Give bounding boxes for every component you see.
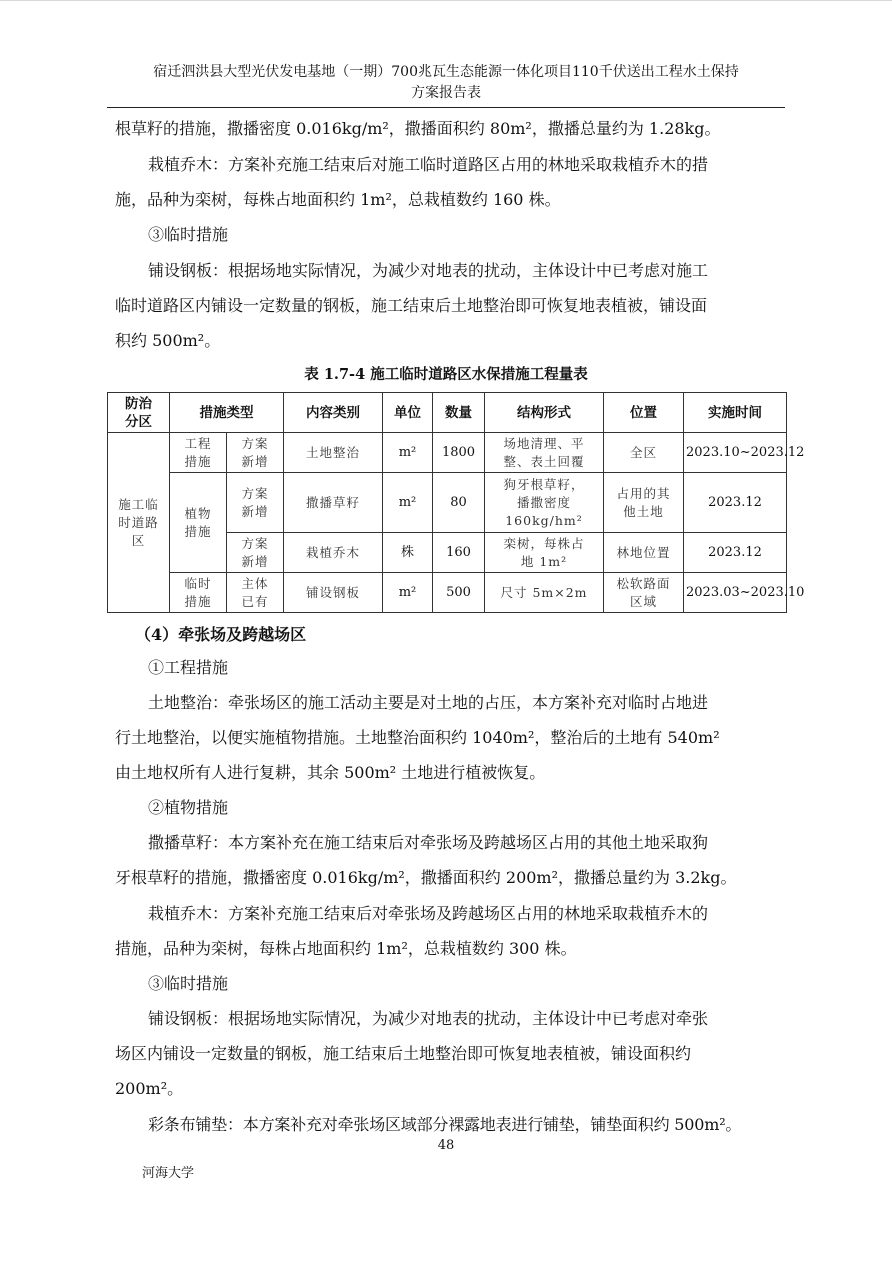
paragraph-text: 行土地整治，以便实施植物措施。土地整治面积约 1040m²，整治后的土地有 540m² bbox=[115, 728, 720, 747]
source-cell: 方案 新增 bbox=[227, 473, 284, 533]
paragraph-text: 土地整治：牵张场区的施工活动主要是对土地的占压，本方案补充对临时占地进 bbox=[148, 693, 709, 712]
content-cell: 土地整治 bbox=[284, 433, 383, 473]
time-cell: 2023.12 bbox=[684, 473, 787, 533]
unit-cell: m² bbox=[383, 573, 433, 613]
structure-cell: 狗牙根草籽， 播撒密度 160kg/hm² bbox=[485, 473, 604, 533]
unit-cell: m² bbox=[383, 473, 433, 533]
paragraph-text: 积约 500m²。 bbox=[115, 331, 221, 350]
quantity-cell: 80 bbox=[433, 473, 485, 533]
location-cell: 林地位置 bbox=[604, 533, 684, 573]
measure-type-cell: 临时 措施 bbox=[170, 573, 227, 613]
paragraph-text: 临时道路区内铺设一定数量的钢板，施工结束后土地整治即可恢复地表植被，铺设面 bbox=[115, 296, 708, 315]
source-cell: 主体 已有 bbox=[227, 573, 284, 613]
paragraph-text: 铺设钢板：根据场地实际情况，为减少对地表的扰动，主体设计中已考虑对施工 bbox=[148, 261, 709, 280]
paragraph-text: 根草籽的措施，撒播密度 0.016kg/m²，撒播面积约 80m²，撒播总量约为 1.28kg。 bbox=[115, 119, 721, 138]
source-cell: 方案 新增 bbox=[227, 533, 284, 573]
time-cell: 2023.03~2023.10 bbox=[684, 573, 787, 613]
paragraph-text: 彩条布铺垫：本方案补充对牵张场区域部分裸露地表进行铺垫，铺垫面积约 500m²。 bbox=[148, 1115, 742, 1134]
page-number: 48 bbox=[437, 1138, 455, 1153]
quantity-cell: 500 bbox=[433, 573, 485, 613]
header-cell: 结构形式 bbox=[485, 393, 604, 433]
quantity-cell: 160 bbox=[433, 533, 485, 573]
subheading-temporary-measures: ③临时措施 bbox=[148, 974, 229, 993]
paragraph-text: 措施，品种为栾树，每株占地面积约 1m²，总栽植数约 300 株。 bbox=[115, 939, 577, 958]
time-cell: 2023.10~2023.12 bbox=[684, 433, 787, 473]
header-cell: 内容类别 bbox=[284, 393, 383, 433]
measures-table bbox=[107, 392, 805, 613]
unit-cell: m² bbox=[383, 433, 433, 473]
header-cell: 数量 bbox=[433, 393, 485, 433]
table-row bbox=[108, 473, 787, 533]
header-cell: 单位 bbox=[383, 393, 433, 433]
subheading-temporary-measures: ③临时措施 bbox=[148, 225, 229, 244]
paragraph-text: 撒播草籽：本方案补充在施工结束后对牵张场及跨越场区占用的其他土地采取狗 bbox=[148, 833, 709, 852]
header-title-line2: 方案报告表 bbox=[411, 85, 481, 101]
structure-cell: 场地清理、平 整、表土回覆 bbox=[485, 433, 604, 473]
time-cell: 2023.12 bbox=[684, 533, 787, 573]
paragraph-text: 栽植乔木：方案补充施工结束后对施工临时道路区占用的林地采取栽植乔木的措 bbox=[148, 155, 709, 174]
measure-type-cell: 工程 措施 bbox=[170, 433, 227, 473]
unit-cell: 株 bbox=[383, 533, 433, 573]
paragraph-text: 由土地权所有人进行复耕，其余 500m² 土地进行植被恢复。 bbox=[115, 763, 546, 782]
section-heading: （4）牵张场及跨越场区 bbox=[135, 625, 307, 644]
footer-institution: 河海大学 bbox=[142, 1166, 195, 1181]
header-cell: 位置 bbox=[604, 393, 684, 433]
paragraph-text: 栽植乔木：方案补充施工结束后对牵张场及跨越场区占用的林地采取栽植乔木的 bbox=[148, 904, 709, 923]
measure-type-cell: 植物 措施 bbox=[170, 473, 227, 573]
page-top-border bbox=[0, 0, 892, 1]
header-title-line1: 宿迁泗洪县大型光伏发电基地（一期）700兆瓦生态能源一体化项目110千伏送出工程水土保持 bbox=[153, 64, 739, 80]
header-cell: 措施类型 bbox=[170, 393, 284, 433]
content-cell: 栽植乔木 bbox=[284, 533, 383, 573]
paragraph-text: 200m²。 bbox=[115, 1079, 184, 1098]
source-cell: 方案 新增 bbox=[227, 433, 284, 473]
quantity-cell: 1800 bbox=[433, 433, 485, 473]
header-cell: 实施时间 bbox=[684, 393, 787, 433]
content-cell: 铺设钢板 bbox=[284, 573, 383, 613]
structure-cell: 栾树，每株占 地 1m² bbox=[485, 533, 604, 573]
location-cell: 松软路面 区域 bbox=[604, 573, 684, 613]
header-cell: 防治 分区 bbox=[108, 393, 170, 433]
structure-cell: 尺寸 5m×2m bbox=[485, 573, 604, 613]
location-cell: 全区 bbox=[604, 433, 684, 473]
subheading-plant-measures: ②植物措施 bbox=[148, 798, 229, 817]
zone-cell: 施工临 时道路 区 bbox=[108, 433, 170, 613]
paragraph-text: 场区内铺设一定数量的钢板，施工结束后土地整治即可恢复地表植被，铺设面积约 bbox=[115, 1044, 692, 1063]
subheading-engineering-measures: ①工程措施 bbox=[148, 658, 229, 677]
table-header-row bbox=[108, 393, 787, 433]
table-row bbox=[108, 433, 787, 473]
location-cell: 占用的其 他土地 bbox=[604, 473, 684, 533]
page-header bbox=[100, 62, 792, 104]
header-rule bbox=[107, 107, 785, 108]
paragraph-text: 施，品种为栾树，每株占地面积约 1m²，总栽植数约 160 株。 bbox=[115, 190, 561, 209]
table-caption: 表 1.7-4 施工临时道路区水保措施工程量表 bbox=[304, 366, 588, 383]
content-cell: 撒播草籽 bbox=[284, 473, 383, 533]
paragraph-text: 铺设钢板：根据场地实际情况，为减少对地表的扰动，主体设计中已考虑对牵张 bbox=[148, 1009, 709, 1028]
paragraph-text: 牙根草籽的措施，撒播密度 0.016kg/m²，撒播面积约 200m²，撒播总量约为 3.2kg。 bbox=[115, 868, 737, 887]
table-row bbox=[108, 573, 787, 613]
